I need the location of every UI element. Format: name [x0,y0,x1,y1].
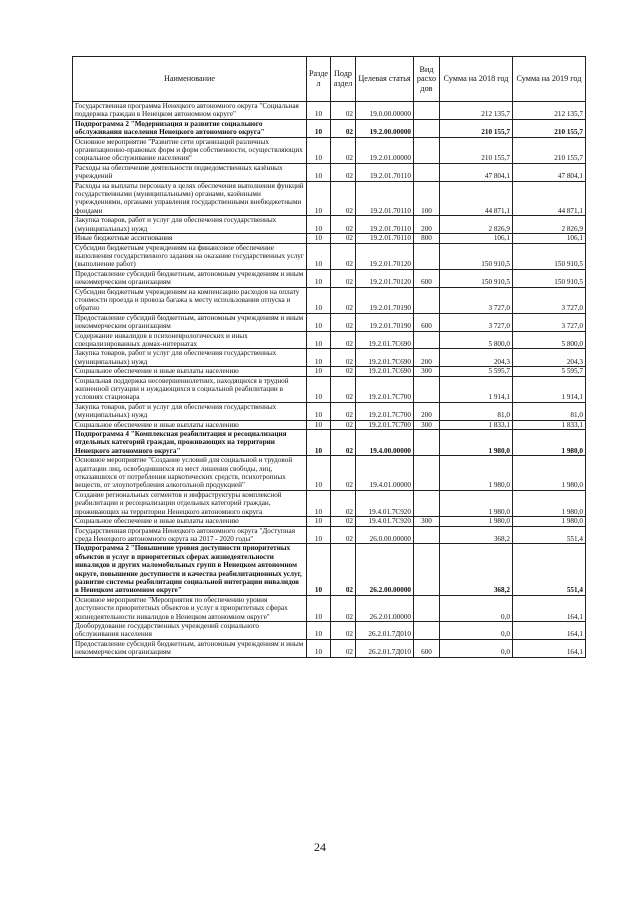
table-row [73,349,586,367]
table-row [73,137,586,163]
budget-table [72,56,586,658]
row-expense-type [414,119,440,137]
row-sum-2018: 210 155,7 [440,119,513,137]
row-expense-type [414,331,440,349]
row-sum-2019: 150 910,5 [513,269,586,287]
row-expense-type [414,243,440,269]
row-name: Основное мероприятие "Создание условий для социальной и трудовой адаптации лиц, освободившихся из мест лишения свободы, лиц, отказавшихся от потребления наркотических средств, психотропных веществ, от злоупотребления алкогольной продукцией" [73,456,307,491]
row-target-article: 19.2.01.70190 [356,313,414,331]
row-sum-2018: 0,0 [440,639,513,657]
table-row [73,163,586,181]
row-sum-2018: 204,3 [440,349,513,367]
row-target-article: 26.2.00.00000 [356,544,414,595]
row-name: Подпрограмма 4 "Комплексная реабилитация и ресоциализация отдельных категорий граждан, проживающих на территории Ненецкого автономного округа" [73,430,307,456]
row-sum-2019: 212 135,7 [513,102,586,120]
row-sum-2019: 81,0 [513,402,586,420]
row-subsection: 02 [331,430,356,456]
row-expense-type: 200 [414,402,440,420]
table-row [73,456,586,491]
header-subsection: Подр аздел [331,57,356,102]
row-target-article: 19.2.01.70120 [356,269,414,287]
row-section: 10 [307,163,331,181]
table-row [73,234,586,243]
row-sum-2019: 1 980,0 [513,517,586,526]
row-name: Государственная программа Ненецкого автономного округа "Социальная поддержка граждан в Ненецком автономном округе" [73,102,307,120]
row-expense-type: 600 [414,313,440,331]
row-section: 10 [307,595,331,621]
row-name: Предоставление субсидий бюджетным, автономным учреждениям и иным некоммерческим организациям [73,313,307,331]
table-row [73,216,586,234]
row-subsection: 02 [331,517,356,526]
row-subsection: 02 [331,526,356,544]
row-sum-2019: 5 800,0 [513,331,586,349]
table-row [73,181,586,216]
row-section: 10 [307,490,331,516]
row-target-article: 19.2.01.7С700 [356,376,414,402]
row-section: 10 [307,331,331,349]
header-expense-type: Вид расхо дов [414,57,440,102]
row-section: 10 [307,621,331,639]
row-section: 10 [307,376,331,402]
row-name: Подпрограмма 2 "Модернизация и развитие социального обслуживания населения Ненецкого автономного округа" [73,119,307,137]
row-sum-2018: 47 804,1 [440,163,513,181]
row-sum-2018: 0,0 [440,621,513,639]
row-target-article: 19.2.01.7С700 [356,402,414,420]
row-name: Субсидии бюджетным учреждениям на финансовое обеспечение выполнения государственного задания на оказание государственных услуг (выполнение работ) [73,243,307,269]
row-target-article: 19.4.01.7С920 [356,517,414,526]
row-sum-2019: 210 155,7 [513,137,586,163]
row-name: Социальное обеспечение и иные выплаты населению [73,420,307,429]
row-subsection: 02 [331,376,356,402]
row-target-article: 19.2.01.70120 [356,243,414,269]
row-expense-type [414,102,440,120]
row-sum-2018: 44 871,1 [440,181,513,216]
row-section: 10 [307,243,331,269]
row-subsection: 02 [331,181,356,216]
row-sum-2019: 1 833,1 [513,420,586,429]
row-section: 10 [307,402,331,420]
row-target-article: 26.2.01.00000 [356,595,414,621]
row-sum-2019: 2 826,9 [513,216,586,234]
row-name: Социальное обеспечение и иные выплаты населению [73,517,307,526]
row-sum-2018: 2 826,9 [440,216,513,234]
row-expense-type: 200 [414,216,440,234]
row-sum-2019: 1 914,1 [513,376,586,402]
row-name: Государственная программа Ненецкого автономного округа "Доступная среда Ненецкого автономного округа на 2017 - 2020 годы" [73,526,307,544]
row-sum-2018: 5 800,0 [440,331,513,349]
table-row [73,621,586,639]
row-expense-type [414,595,440,621]
row-sum-2018: 368,2 [440,544,513,595]
row-sum-2018: 5 595,7 [440,367,513,376]
row-name: Содержание инвалидов в психоневрологических и иных специализированных домах-интернатах [73,331,307,349]
row-section: 10 [307,137,331,163]
row-section: 10 [307,234,331,243]
row-subsection: 02 [331,349,356,367]
table-row [73,639,586,657]
row-subsection: 02 [331,420,356,429]
row-subsection: 02 [331,163,356,181]
row-subsection: 02 [331,102,356,120]
row-expense-type [414,490,440,516]
table-header-row [73,57,586,102]
table-row [73,402,586,420]
table-row [73,367,586,376]
row-subsection: 02 [331,490,356,516]
page-number: 24 [314,840,326,854]
row-sum-2019: 3 727,0 [513,287,586,313]
row-section: 10 [307,102,331,120]
table-row [73,526,586,544]
row-sum-2019: 47 804,1 [513,163,586,181]
row-sum-2019: 210 155,7 [513,119,586,137]
row-sum-2019: 551,4 [513,544,586,595]
row-sum-2019: 106,1 [513,234,586,243]
row-target-article: 19.2.01.70110 [356,216,414,234]
table-row [73,544,586,595]
row-subsection: 02 [331,595,356,621]
table-row [73,313,586,331]
row-subsection: 02 [331,544,356,595]
row-target-article: 26.0.00.00000 [356,526,414,544]
row-expense-type: 800 [414,234,440,243]
row-target-article: 19.2.01.7С700 [356,420,414,429]
row-name: Социальная поддержка несовершеннолетних, находящихся в трудной жизненной ситуации и нуждающихся в социальной реабилитации в условиях стационара [73,376,307,402]
row-subsection: 02 [331,331,356,349]
row-expense-type: 300 [414,420,440,429]
row-sum-2019: 164,1 [513,621,586,639]
row-section: 10 [307,367,331,376]
row-expense-type [414,137,440,163]
row-expense-type: 100 [414,181,440,216]
row-sum-2018: 0,0 [440,595,513,621]
row-section: 10 [307,544,331,595]
row-sum-2019: 1 980,0 [513,430,586,456]
row-expense-type: 300 [414,367,440,376]
row-name: Закупка товаров, работ и услуг для обеспечения государственных (муниципальных) нужд [73,216,307,234]
row-sum-2018: 212 135,7 [440,102,513,120]
row-subsection: 02 [331,269,356,287]
row-sum-2018: 3 727,0 [440,313,513,331]
row-section: 10 [307,430,331,456]
row-target-article: 19.2.01.70110 [356,163,414,181]
row-section: 10 [307,526,331,544]
row-subsection: 02 [331,287,356,313]
row-section: 10 [307,216,331,234]
table-row [73,490,586,516]
row-subsection: 02 [331,313,356,331]
row-sum-2019: 164,1 [513,639,586,657]
row-expense-type: 600 [414,639,440,657]
row-section: 10 [307,349,331,367]
row-name: Дооборудование государственных учреждений социального обслуживания населения [73,621,307,639]
table-row [73,430,586,456]
row-sum-2018: 81,0 [440,402,513,420]
row-name: Основное мероприятие "Развитие сети организаций различных организационно-правовых форм и форм собственности, осуществляющих социальное обслуживание населения" [73,137,307,163]
row-sum-2019: 5 595,7 [513,367,586,376]
row-target-article: 19.4.01.00000 [356,456,414,491]
row-name: Предоставление субсидий бюджетным, автономным учреждениям и иным некоммерческим организациям [73,269,307,287]
table-row [73,102,586,120]
header-section: Разде л [307,57,331,102]
table-row [73,287,586,313]
row-expense-type: 300 [414,517,440,526]
table-row [73,243,586,269]
row-sum-2019: 164,1 [513,595,586,621]
row-sum-2018: 1 833,1 [440,420,513,429]
row-subsection: 02 [331,367,356,376]
row-subsection: 02 [331,234,356,243]
row-subsection: 02 [331,243,356,269]
row-name: Подпрограмма 2 "Повышение уровня доступности приоритетных объектов и услуг в приоритетных сферах жизнедеятельности инвалидов и других маломобильных групп в Ненецком автономном округе, повышение доступности и качества реабилитационных услуг, развитие системы реабилитации социальной интеграции инвалидов в Ненецком автономном округе" [73,544,307,595]
row-sum-2018: 1 980,0 [440,490,513,516]
row-expense-type: 200 [414,349,440,367]
row-expense-type [414,456,440,491]
row-target-article: 19.2.01.70110 [356,181,414,216]
table-row [73,119,586,137]
table-row [73,595,586,621]
table-row [73,269,586,287]
row-sum-2018: 150 910,5 [440,269,513,287]
row-expense-type [414,621,440,639]
row-target-article: 26.2.01.7Д010 [356,639,414,657]
row-section: 10 [307,181,331,216]
row-subsection: 02 [331,456,356,491]
row-section: 10 [307,420,331,429]
row-name: Закупка товаров, работ и услуг для обеспечения государственных (муниципальных) нужд [73,349,307,367]
row-expense-type [414,526,440,544]
row-sum-2019: 204,3 [513,349,586,367]
row-name: Основное мероприятие "Мероприятия по обеспечению уровня доступности приоритетных объектов и услуг в приоритетных сферах жизнедеятельности инвалидов в Ненецком автономном округе" [73,595,307,621]
row-sum-2019: 1 980,0 [513,456,586,491]
row-section: 10 [307,313,331,331]
row-name: Создание региональных сегментов и инфраструктуры комплексной реабилитации и ресоциализации отдельных категорий граждан, проживающих на территории Ненецкого автономного округа [73,490,307,516]
row-target-article: 19.4.00.00000 [356,430,414,456]
row-target-article: 19.0.00.00000 [356,102,414,120]
row-target-article: 19.2.00.00000 [356,119,414,137]
header-name: Наименование [73,57,307,102]
row-sum-2019: 1 980,0 [513,490,586,516]
row-sum-2018: 210 155,7 [440,137,513,163]
row-section: 10 [307,639,331,657]
row-subsection: 02 [331,216,356,234]
row-name: Закупка товаров, работ и услуг для обеспечения государственных (муниципальных) нужд [73,402,307,420]
row-expense-type [414,163,440,181]
table-row [73,376,586,402]
row-expense-type: 600 [414,269,440,287]
row-name: Иные бюджетные ассигнования [73,234,307,243]
row-sum-2018: 1 980,0 [440,430,513,456]
row-name: Расходы на обеспечение деятельности подведомственных казённых учреждений [73,163,307,181]
row-target-article: 19.2.01.7С690 [356,367,414,376]
row-sum-2018: 368,2 [440,526,513,544]
row-section: 10 [307,269,331,287]
row-expense-type [414,287,440,313]
row-section: 10 [307,456,331,491]
row-target-article: 19.2.01.7С690 [356,349,414,367]
row-name: Расходы на выплаты персоналу в целях обеспечения выполнения функций государственными (муниципальными) органами, казёнными учреждениями, органами управления государственными внебюджетными фондами [73,181,307,216]
row-sum-2018: 1 980,0 [440,456,513,491]
row-sum-2019: 44 871,1 [513,181,586,216]
row-sum-2018: 150 910,5 [440,243,513,269]
row-sum-2018: 1 980,0 [440,517,513,526]
header-target-article: Целевая статья [356,57,414,102]
row-expense-type [414,544,440,595]
row-target-article: 19.4.01.7С920 [356,490,414,516]
row-subsection: 02 [331,402,356,420]
row-name: Социальное обеспечение и иные выплаты населению [73,367,307,376]
row-expense-type [414,376,440,402]
row-sum-2018: 106,1 [440,234,513,243]
row-target-article: 19.2.01.00000 [356,137,414,163]
row-sum-2019: 150 910,5 [513,243,586,269]
table-row [73,517,586,526]
header-sum-2018: Сумма на 2018 год [440,57,513,102]
row-name: Субсидии бюджетным учреждениям на компенсацию расходов на оплату стоимости проезда и провоза багажа к месту использования отпуска и обратно [73,287,307,313]
row-section: 10 [307,517,331,526]
row-subsection: 02 [331,137,356,163]
row-sum-2019: 551,4 [513,526,586,544]
row-subsection: 02 [331,621,356,639]
row-sum-2019: 3 727,0 [513,313,586,331]
row-target-article: 19.2.01.70190 [356,287,414,313]
row-section: 10 [307,119,331,137]
row-subsection: 02 [331,639,356,657]
table-row [73,420,586,429]
row-subsection: 02 [331,119,356,137]
row-name: Предоставление субсидий бюджетным, автономным учреждениям и иным некоммерческим организациям [73,639,307,657]
table-row [73,331,586,349]
row-expense-type [414,430,440,456]
row-sum-2018: 3 727,0 [440,287,513,313]
row-target-article: 19.2.01.7С690 [356,331,414,349]
row-sum-2018: 1 914,1 [440,376,513,402]
row-target-article: 26.2.01.7Д010 [356,621,414,639]
row-section: 10 [307,287,331,313]
header-sum-2019: Сумма на 2019 год [513,57,586,102]
row-target-article: 19.2.01.70110 [356,234,414,243]
